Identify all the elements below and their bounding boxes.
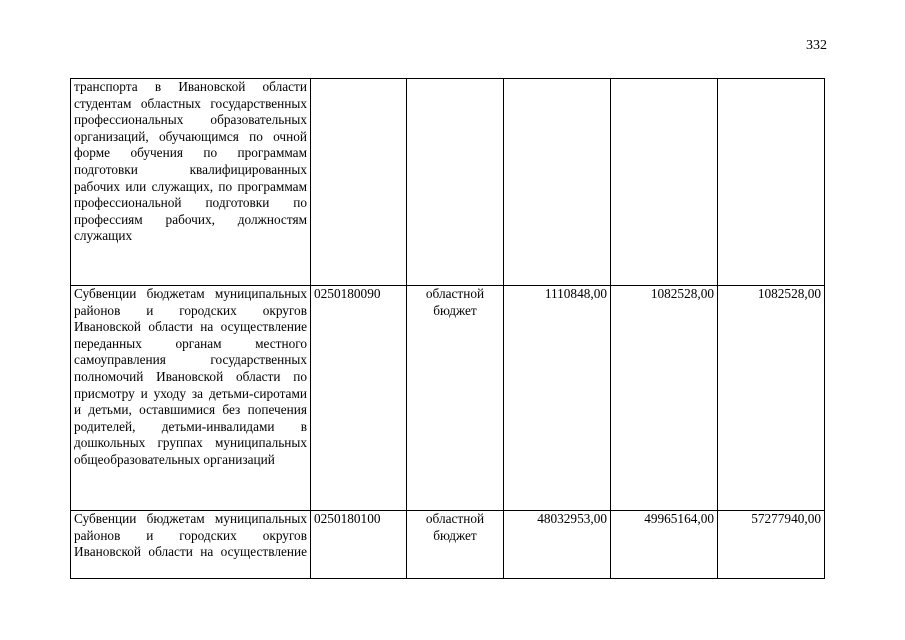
table-row xyxy=(71,511,825,579)
amount-cell: 1110848,00 xyxy=(504,286,611,511)
code-cell xyxy=(311,79,407,286)
table-row xyxy=(71,286,825,511)
source-cell xyxy=(407,79,504,286)
amount-cell: 1082528,00 xyxy=(611,286,718,511)
description-cell: транспорта в Ивановской области студентам областных государственных профессиональных образовательных организаций, обучающимся по очной форме обучения по программам подготовки квалифицированных рабочих или служащих, по программам профессиональной подготовки по профессиям рабочих, должностям служащих xyxy=(71,79,311,286)
code-cell: 0250180090 xyxy=(311,286,407,511)
amount-cell: 49965164,00 xyxy=(611,511,718,579)
source-cell: областной бюджет xyxy=(407,511,504,579)
table-row xyxy=(71,79,825,286)
amount-cell xyxy=(504,79,611,286)
amount-cell xyxy=(611,79,718,286)
amount-cell: 57277940,00 xyxy=(718,511,825,579)
description-cell: Субвенции бюджетам муниципальных районов и городских округов Ивановской области на осуществление переданных органам местного самоуправления государственных полномочий Ивановской области по присмотру и уходу за детьми-сиротами и детьми, оставшимися без попечения родителей, детьми-инвалидами в дошкольных группах муниципальных общеобразовательных организаций xyxy=(71,286,311,511)
source-cell: областной бюджет xyxy=(407,286,504,511)
budget-table xyxy=(70,78,825,579)
page-number: 332 xyxy=(806,38,827,53)
code-cell: 0250180100 xyxy=(311,511,407,579)
amount-cell xyxy=(718,79,825,286)
amount-cell: 1082528,00 xyxy=(718,286,825,511)
amount-cell: 48032953,00 xyxy=(504,511,611,579)
description-cell: Субвенции бюджетам муниципальных районов и городских округов Ивановской области на осуществление xyxy=(71,511,311,579)
